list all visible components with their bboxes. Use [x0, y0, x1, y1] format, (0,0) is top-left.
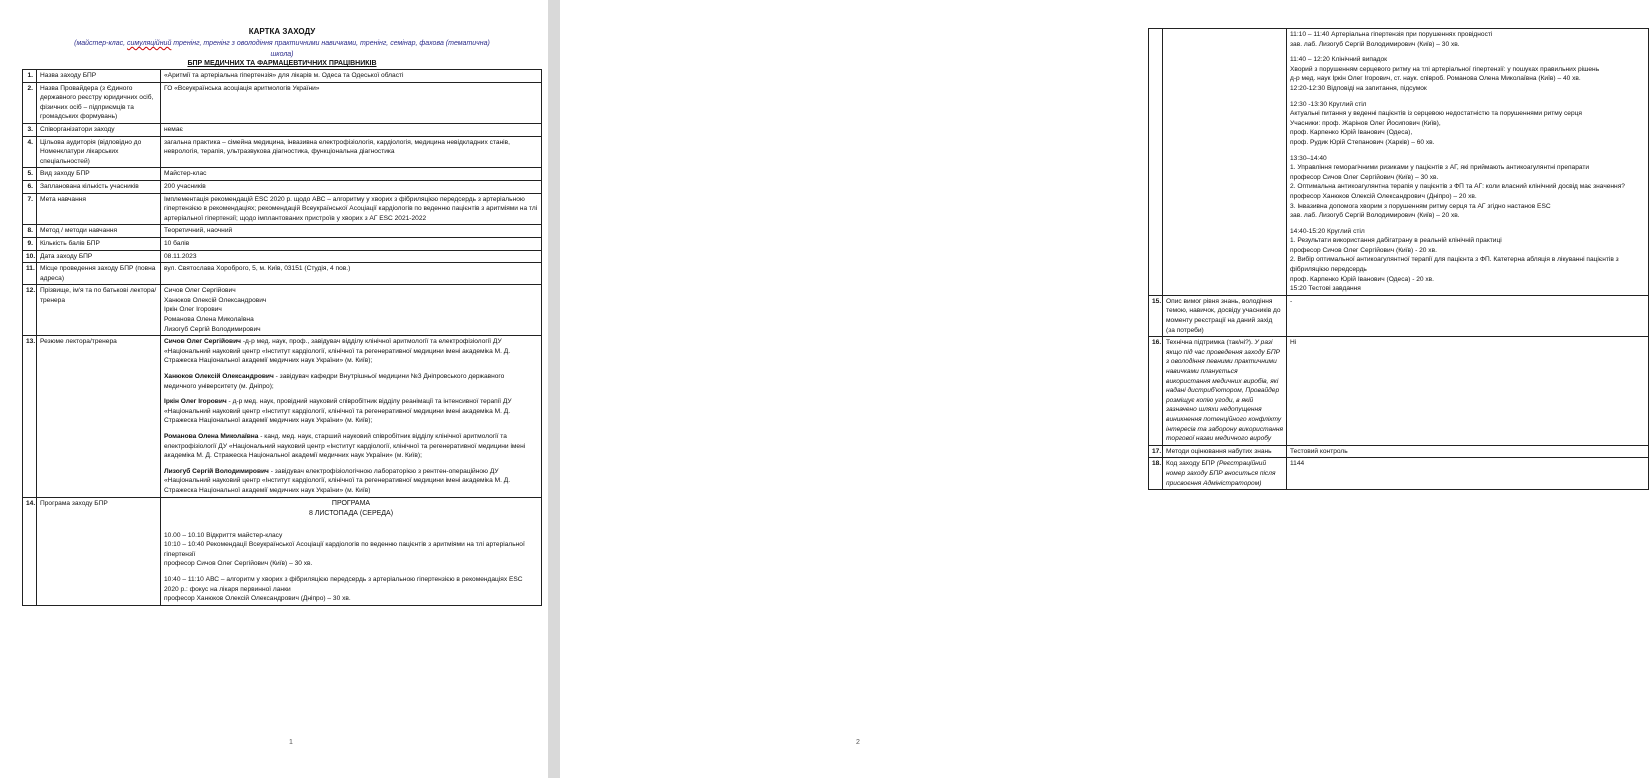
program-line: зав. лаб. Лизогуб Сергій Володимирович (Київ) – 30 хв.: [1290, 40, 1460, 48]
row-number: 11.: [23, 263, 37, 285]
table-row: [1149, 458, 1649, 490]
row-label: Запланована кількість учасників: [37, 180, 161, 193]
program-line: 1. Результати використання дабігатрану в реальній клінічній практиці: [1290, 237, 1502, 245]
program-line: 10:40 – 11:10 АВС – алгоритм у хворих з фібриляцією передсердь з артеріальною гіпертензією в рекомендаціях ESC 2020 р.: фокус на лікаря первинної ланки: [164, 575, 523, 593]
table-row: [23, 497, 542, 605]
program-line: 13:30–14:40: [1290, 154, 1327, 162]
lecturer-resume: [164, 372, 538, 391]
row-number: 12.: [23, 285, 37, 336]
row-value: Імплементація рекомендацій ESC 2020 р. щодо АВС – алгоритму у хворих з фібриляцією передсердь з артеріальною гіпертензією в рекомендаціях; рекомендацій Всеукраїнської Асоціації кардіологів по веденню пацієнтів з аритміями на тлі артеріальної гіпертензії; щодо імплантованих пристроїв у хворих з АГ ESC 2021-2022: [161, 193, 542, 225]
row-label-text: Опис вимог рівня знань, володіння темою, навичок, досвіду учасників до моменту реєстрації на даний захід (за потреби): [1166, 297, 1281, 334]
row-label: Мета навчання: [37, 193, 161, 225]
row-label: Вид заходу БПР: [37, 168, 161, 181]
program-line: Учасники: проф. Жарінов Олег Йосипович (Київ),: [1290, 119, 1441, 127]
page-gap: [548, 0, 560, 778]
program-date: 8 ЛИСТОПАДА (СЕРЕДА): [308, 509, 394, 517]
table-row: [1149, 29, 1649, 296]
program-line: 12:20-12:30 Відповіді на запитання, підсумок: [1290, 84, 1427, 92]
row-value: 08.11.2023: [161, 250, 542, 263]
program-line: 10:10 – 10:40 Рекомендації Всеукраїнської Асоціації кардіологів по веденню пацієнтів з аритміями на тлі артеріальної гіпертензії: [164, 541, 525, 558]
lecturer-name: Романова Олена Миколаївна: [164, 316, 254, 324]
row-label-text: Технічна підтримка (так/ні?).: [1166, 339, 1255, 347]
table-row: [23, 193, 542, 225]
program-line: професор Сичов Олег Сергійович (Київ) – 30 хв.: [1290, 173, 1439, 181]
row-number: 2.: [23, 82, 37, 123]
lecturer-resume-text: - канд. мед. наук, старший науковий співробітник відділу клінічної аритмології та електрофізіології ДУ «Національний науковий центр «Інститут кардіології, клінічної та регенеративної медицини імені академіка М. Д. Стражеска Національної академії медичних наук України» (м. Київ);: [164, 433, 526, 460]
lecturer-name: Сичов Олег Сергійович: [164, 287, 236, 295]
program-cell: [161, 497, 542, 605]
row-value: Майстер-клас: [161, 168, 542, 181]
row-number-empty: [1149, 29, 1163, 296]
row-label: Назва Провайдера (з Єдиного державного реєстру юридичних осіб, фізичних осіб – підприємців та громадських формувань): [37, 82, 161, 123]
program-line: 10.00 – 10.10 Відкриття майстер-класу: [164, 531, 283, 539]
program-line: Хворий з порушенням серцевого ритму на тлі артеріальної гіпертензії: у пошуках правильних рішень: [1290, 65, 1600, 73]
table-row: [23, 250, 542, 263]
lecturer-list: [161, 285, 542, 336]
program-line: професор Ханюков Олексій Олександрович (Дніпро) – 20 хв.: [1290, 192, 1477, 200]
row-label: [1163, 458, 1287, 490]
lecturer-resume: [164, 432, 538, 461]
lecturer-resume: [164, 397, 538, 426]
row-label-text: Методи оцінювання набутих знань: [1166, 447, 1272, 455]
page-number: 1: [289, 739, 293, 746]
lecturer-name: Лизогуб Сергій Володимирович: [164, 325, 261, 333]
program-line: професор Ханюков Олексій Олександрович (Дніпро) – 30 хв.: [164, 595, 351, 603]
program-line: проф. Рудик Юрій Степанович (Харків) – 60 хв.: [1290, 138, 1435, 146]
page-1: [0, 0, 548, 778]
lecturer-resume-list: [161, 336, 542, 497]
lecturer-resume-name: Сичов Олег Сергійович: [164, 338, 241, 346]
table-row: [1149, 295, 1649, 336]
table-row: [23, 285, 542, 336]
table-row: [23, 136, 542, 168]
row-value: 200 учасників: [161, 180, 542, 193]
row-number: 1.: [23, 70, 37, 83]
document-subtitle: (майстер-клас, симуляційний тренінг, тренінг з оволодіння практичними навичками, тренінг, семінар, фахова (тематична) школа): [74, 40, 490, 58]
row-label: Цільова аудиторія (відповідно до Номенклатури лікарських спеціальностей): [37, 136, 161, 168]
row-label: Резюме лектора/тренера: [37, 336, 161, 497]
event-card-table-continued: [1148, 28, 1649, 490]
row-number: 5.: [23, 168, 37, 181]
table-row: [23, 82, 542, 123]
document-heading: БПР МЕДИЧНИХ ТА ФАРМАЦЕВТИЧНИХ ПРАЦІВНИКІВ: [187, 60, 377, 67]
row-label: Прізвище, ім'я та по батькові лектора/тренера: [37, 285, 161, 336]
table-row: [23, 70, 542, 83]
program-line: 12:30 -13:30 Круглий стіл: [1290, 100, 1367, 108]
row-number: 13.: [23, 336, 37, 497]
row-number: 14.: [23, 497, 37, 605]
lecturer-name: Іркін Олег Ігорович: [164, 306, 222, 314]
lecturer-resume-text: - завідувач кафедри Внутрішньої медицини №3 Дніпровського державного медичного університету (м. Дніпро);: [164, 373, 505, 390]
program-line: професор Сичов Олег Сергійович (Київ) – 30 хв.: [164, 560, 313, 568]
table-row: [1149, 337, 1649, 446]
row-value: ГО «Всеукраїнська асоціація аритмологів України»: [161, 82, 542, 123]
row-label-note: (Реєстраційний номер заходу БПР вноситься після присвоєння Адміністратором): [1166, 460, 1276, 487]
row-value: Тестовий контроль: [1287, 445, 1649, 458]
row-number: 16.: [1149, 337, 1163, 446]
row-label: Метод / методи навчання: [37, 225, 161, 238]
program-line: зав. лаб. Лизогуб Сергій Володимирович (Київ) – 20 хв.: [1290, 212, 1460, 220]
row-value: Теоретичний, наочний: [161, 225, 542, 238]
row-label: Назва заходу БПР: [37, 70, 161, 83]
lecturer-resume-text: - завідувач електрофізіологічною лабораторією з рентген-операційною ДУ «Національний науковий центр «Інститут кардіології, клінічної та регенеративної медицини імені академіка М. Д. Стражеска Національної академії медичних наук України» (м. Київ): [164, 467, 511, 494]
program-line: 14:40-15:20 Круглий стіл: [1290, 227, 1365, 235]
program-line: проф. Карпенко Юрій Іванович (Одеса) - 20 хв.: [1290, 275, 1435, 283]
program-line: 2. Оптимальна антикоагулянтна терапія у пацієнтів з ФП та АГ: коли власний клінічний досвід має значення?: [1290, 183, 1625, 191]
row-number: 17.: [1149, 445, 1163, 458]
event-card-table: [22, 69, 542, 606]
page-number: 2: [856, 739, 860, 746]
row-label: Співорганізатори заходу: [37, 123, 161, 136]
table-row: [23, 336, 542, 497]
program-heading: ПРОГРАМА: [331, 499, 371, 507]
row-number: 18.: [1149, 458, 1163, 490]
row-number: 10.: [23, 250, 37, 263]
program-line: 1. Управління геморагічними ризиками у пацієнтів з АГ, які приймають антикоагулянтні препарати: [1290, 164, 1590, 172]
row-value: немає: [161, 123, 542, 136]
row-value: «Аритмії та артеріальна гіпертензія» для лікарів м. Одеса та Одеської області: [161, 70, 542, 83]
table-row: [23, 123, 542, 136]
row-number: 7.: [23, 193, 37, 225]
row-label: Програма заходу БПР: [37, 497, 161, 605]
table-row: [1149, 445, 1649, 458]
row-label: Місце проведення заходу БПР (повна адреса): [37, 263, 161, 285]
lecturer-resume-name: Лизогуб Сергій Володимирович: [164, 467, 269, 475]
program-line: д-р мед. наук Іркін Олег Ігорович, ст. наук. співроб. Романова Олена Миколаївна (Київ) – 40 хв.: [1290, 75, 1581, 83]
row-value: вул. Святослава Хороброго, 5, м. Київ, 03151 (Студія, 4 пов.): [161, 263, 542, 285]
table-row: [23, 168, 542, 181]
row-number: 4.: [23, 136, 37, 168]
lecturer-resume-text: - д-р мед. наук, провідний науковий співробітник відділу реанімації та інтенсивної терапії ДУ «Національний науковий центр «Інститут кардіології, клінічної та регенеративної медицини імені академіка М. Д. Стражеска Національної академії медичних наук України» (м. Київ);: [164, 398, 512, 425]
row-value: -: [1287, 295, 1649, 336]
program-line: 3. Інвазивна допомога хворим з порушенням ритму серця та АГ згідно настанов ESC: [1290, 202, 1551, 210]
row-label: Дата заходу БПР: [37, 250, 161, 263]
row-label-note: У разі якщо під час проведення заходу БПР з оволодіння певними практичними навичками планується використання медичних виробів, які надані дистриб'ютором, Провайдер розміщує копію угоди, в якій зазначено шляхи недопущення виникнення потенційного конфлікту інтересів та заборону використання торгової назви медичного виробу: [1166, 339, 1283, 443]
program-line: 15:20 Тестові завдання: [1290, 285, 1361, 293]
row-number: 3.: [23, 123, 37, 136]
row-number: 8.: [23, 225, 37, 238]
lecturer-name: Ханюков Олексій Олександрович: [164, 296, 267, 304]
program-line: 11:40 – 12:20 Клінічний випадок: [1290, 56, 1388, 64]
lecturer-resume: [164, 337, 538, 366]
row-number: 6.: [23, 180, 37, 193]
row-value: 1144: [1287, 458, 1649, 490]
lecturer-resume-name: Романова Олена Миколаївна: [164, 433, 259, 440]
row-number: 9.: [23, 237, 37, 250]
row-label: Кількість балів БПР: [37, 237, 161, 250]
table-row: [23, 225, 542, 238]
table-row: [23, 180, 542, 193]
lecturer-resume-name: Ханюков Олексій Олександрович: [164, 373, 274, 381]
page-2: [560, 0, 1625, 778]
program-cell-continued: [1287, 29, 1649, 296]
lecturer-resume: [164, 467, 538, 496]
program-line: проф. Карпенко Юрій Іванович (Одеса),: [1290, 129, 1413, 137]
row-label-text: Код заходу БПР: [1166, 460, 1217, 468]
program-line: професор Сичов Олег Сергійович (Київ) - 20 хв.: [1290, 246, 1437, 254]
row-label: [1163, 445, 1287, 458]
lecturer-resume-name: Іркін Олег Ігорович: [164, 398, 227, 406]
lecturer-resume-text: -д-р мед. наук, проф., завідувач відділу клінічної аритмології та електрофізіології ДУ «Національний науковий центр «Інститут кардіології, клінічної та регенеративної медицини імені академіка М. Д. Стражеска Національної академії медичних наук України» (м. Київ);: [164, 338, 511, 365]
row-label: [1163, 337, 1287, 446]
table-row: [23, 237, 542, 250]
program-line: 11:10 – 11:40 Артеріальна гіпертензія при порушеннях провідності: [1290, 31, 1493, 38]
row-value: Ні: [1287, 337, 1649, 446]
row-label: [1163, 295, 1287, 336]
document-title: КАРТКА ЗАХОДУ: [248, 27, 316, 36]
row-value: загальна практика – сімейна медицина, інвазивна електрофізіологія, кардіологія, медицина невідкладних станів, неврологія, терапія, ультразвукова діагностика, функціональна діагностика: [161, 136, 542, 168]
program-line: Актуальні питання у веденні пацієнтів із серцевою недостатністю та порушеннями ритму серця: [1290, 110, 1582, 118]
row-value: 10 балів: [161, 237, 542, 250]
program-line: 2. Вибір оптимальної антикоагулянтної терапії для пацієнта з ФП. Катетерна абляція в лікуванні пацієнтів з фібриляцією передсердь: [1290, 256, 1619, 274]
row-label-empty: [1163, 29, 1287, 296]
table-row: [23, 263, 542, 285]
row-number: 15.: [1149, 295, 1163, 336]
